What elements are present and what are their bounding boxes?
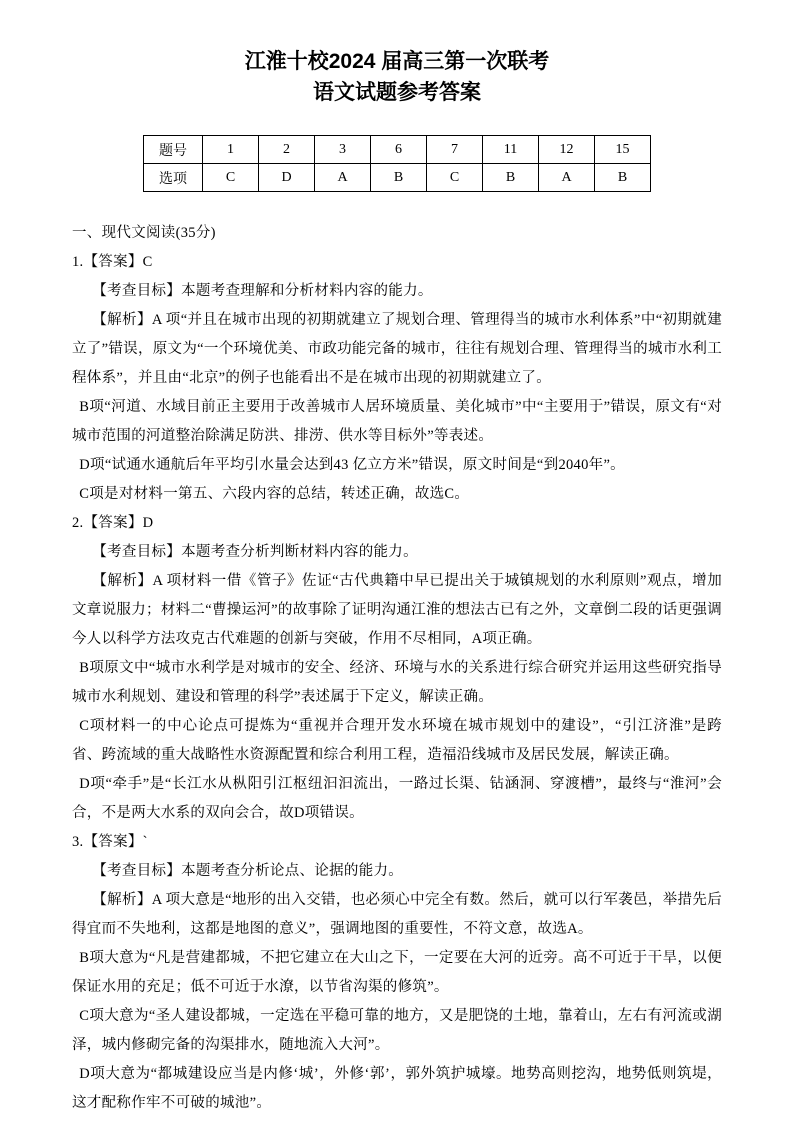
q3-target-line: 【考查目标】本题考查分析论点、论据的能力。 xyxy=(92,863,404,879)
q1-analysis-paragraph: 【解析】A 项“并且在城市出现的初期就建立了规划合理、管理得当的城市水利体系”中“初期就建立了”错误，原文为“一个环境优美、市政功能完备的城市，往往有规划合理、管理得当的城市水利工程体系”，并且由“北京”的例子也能看出不是在城市出现的初期就建立了。 xyxy=(72,312,722,386)
question-number-cell: 6 xyxy=(371,136,427,164)
document-title-line2: 语文试题参考答案 xyxy=(313,81,481,104)
answer-table xyxy=(143,135,651,192)
q3-option-b-paragraph: B项大意为“凡是营建都城，不把它建立在大山之下，一定要在大河的近旁。高不可近于干旱，以便保证水用的充足；低不可近于水潦，以节省沟渠的修筑”。 xyxy=(72,950,722,995)
q3-answer-line: 3.【答案】` xyxy=(72,834,148,850)
answer-explanations xyxy=(72,219,722,1118)
answer-table-row-options xyxy=(144,164,651,192)
answer-option-cell: A xyxy=(315,164,371,192)
answer-table-row-numbers xyxy=(144,136,651,164)
q1-option-b-paragraph: B项“河道、水域目前正主要用于改善城市人居环境质量、美化城市”中“主要用于”错误，原文有“对城市范围的河道整治除满足防洪、排涝、供水等目标外”等表述。 xyxy=(72,399,722,444)
question-number-cell: 2 xyxy=(259,136,315,164)
q2-target-line: 【考查目标】本题考查分析判断材料内容的能力。 xyxy=(92,544,418,560)
row-header-option: 选项 xyxy=(144,164,203,192)
question-number-cell: 15 xyxy=(595,136,651,164)
q1-target-line: 【考查目标】本题考查理解和分析材料内容的能力。 xyxy=(92,283,433,299)
document-title-line1: 江淮十校2024 届高三第一次联考 xyxy=(244,50,550,73)
q3-option-d-paragraph: D项大意为“都城建设应当是内修‘城’，外修‘郭’，郭外筑护城壕。地势高则挖沟，地势低则筑堤，这才配称作牢不可破的城池”。 xyxy=(72,1066,722,1111)
question-number-cell: 7 xyxy=(427,136,483,164)
answer-option-cell: B xyxy=(595,164,651,192)
q1-option-d-paragraph: D项“试通水通航后年平均引水量会达到43 亿立方米”错误，原文时间是“到2040年”。 xyxy=(79,457,625,473)
q2-analysis-paragraph: 【解析】A 项材料一借《管子》佐证“古代典籍中早已提出关于城镇规划的水利原则”观点，增加文章说服力；材料二“曹操运河”的故事除了证明沟通江淮的想法古已有之外，文章倒二段的话更强调今人以科学方法攻克古代难题的创新与突破，作用不尽相同，A项正确。 xyxy=(72,573,722,647)
q2-answer-line: 2.【答案】D xyxy=(72,515,154,531)
answer-option-cell: B xyxy=(483,164,539,192)
q2-option-d-paragraph: D项“牵手”是“长江水从枞阳引江枢纽汩汩流出，一路过长渠、钻涵洞、穿渡槽”，最终与“淮河”会合，不是两大水系的双向会合，故D项错误。 xyxy=(72,776,722,821)
q3-option-c-paragraph: C项大意为“圣人建设都城，一定选在平稳可靠的地方，又是肥饶的土地，靠着山，左右有河流或湖泽，城内修砌完备的沟渠排水，随地流入大河”。 xyxy=(72,1008,722,1053)
question-number-cell: 12 xyxy=(539,136,595,164)
answer-option-cell: C xyxy=(427,164,483,192)
q1-option-c-paragraph: C项是对材料一第五、六段内容的总结，转述正确，故选C。 xyxy=(79,486,470,502)
q1-answer-line: 1.【答案】C xyxy=(72,254,153,270)
q2-option-c-paragraph: C项材料一的中心论点可提炼为“重视并合理开发水环境在城市规划中的建设”，“引江济淮”是跨省、跨流域的重大战略性水资源配置和综合利用工程，造福沿线城市及居民发展，解读正确。 xyxy=(72,718,722,763)
question-number-cell: 11 xyxy=(483,136,539,164)
question-number-cell: 3 xyxy=(315,136,371,164)
q2-option-b-paragraph: B项原文中“城市水利学是对城市的安全、经济、环境与水的关系进行综合研究并运用这些研究指导城市水利规划、建设和管理的科学”表述属于下定义，解读正确。 xyxy=(72,660,722,705)
question-number-cell: 1 xyxy=(203,136,259,164)
row-header-question-number: 题号 xyxy=(144,136,203,164)
q3-analysis-paragraph: 【解析】A 项大意是“地形的出入交错，也必须心中完全有数。然后，就可以行军袭邑，举措先后得宜而不失地利，这都是地图的意义”，强调地图的重要性，不符文意，故选A。 xyxy=(72,892,722,937)
answer-option-cell: C xyxy=(203,164,259,192)
section-heading: 一、现代文阅读(35分) xyxy=(72,225,216,241)
answer-option-cell: B xyxy=(371,164,427,192)
answer-option-cell: D xyxy=(259,164,315,192)
answer-option-cell: A xyxy=(539,164,595,192)
